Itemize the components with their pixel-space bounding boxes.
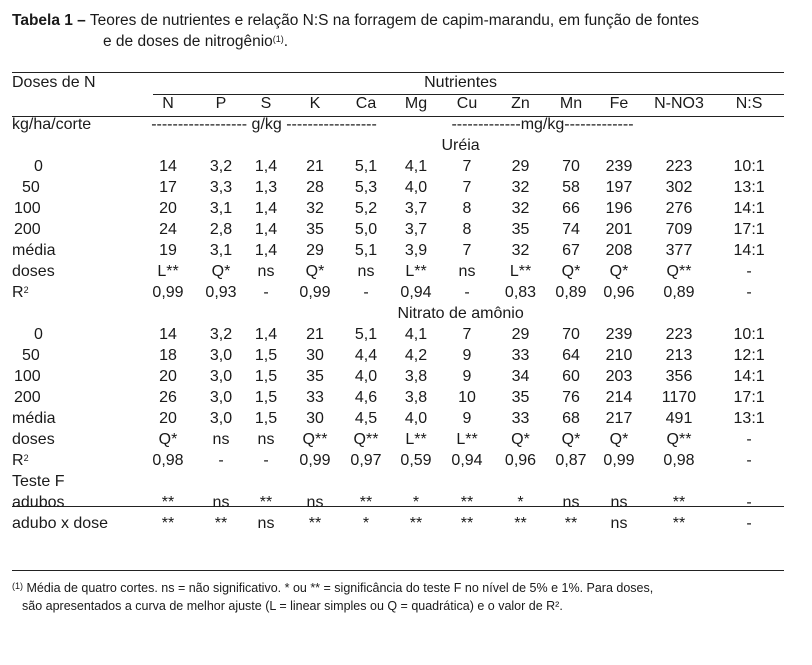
cell-zn: *	[517, 494, 524, 511]
cell-fe: 197	[605, 179, 633, 196]
cell-ca: 5,1	[354, 242, 378, 259]
cell-n-no3: **	[672, 494, 686, 511]
cell-zn: 33	[511, 347, 530, 364]
col-header-mg: Mg	[404, 95, 428, 112]
row-label: 50	[22, 347, 40, 364]
cell-ns: 10:1	[733, 158, 765, 175]
col-header-zn: Zn	[511, 95, 530, 112]
cell-ns: -	[746, 494, 752, 511]
cell-mn: 70	[562, 158, 580, 175]
section-title: Nitrato de amônio	[397, 305, 524, 322]
cell-mg: 4,0	[404, 179, 428, 196]
cell-mn: 76	[562, 389, 580, 406]
cell-mg: L**	[405, 431, 427, 448]
row-label: $R^2$	[12, 284, 29, 301]
cell-zn: 29	[511, 326, 530, 343]
cell-s: ns	[257, 431, 275, 448]
cell-n-no3: 223	[665, 158, 693, 175]
footnote-marker: (1)	[12, 581, 23, 591]
cell-cu: 7	[462, 179, 472, 196]
cell-p: ns	[212, 494, 230, 511]
cell-n: **	[161, 494, 175, 511]
cell-mg: 4,0	[404, 410, 428, 427]
table-row	[12, 450, 784, 471]
cell-ca: 4,0	[354, 368, 378, 385]
cell-fe: 0,96	[603, 284, 635, 301]
cell-p: 3,1	[209, 242, 233, 259]
header-row-1	[12, 72, 784, 93]
caption-footnote-marker: (1)	[272, 34, 284, 44]
cell-zn: 35	[511, 221, 530, 238]
cell-ns: 12:1	[733, 347, 765, 364]
cell-ns: 17:1	[733, 389, 765, 406]
cell-cu: 9	[462, 368, 472, 385]
table-row	[12, 156, 784, 177]
cell-ca: 5,0	[354, 221, 378, 238]
cell-fe: 210	[605, 347, 633, 364]
cell-mn: **	[564, 515, 578, 532]
cell-k: ns	[306, 494, 324, 511]
cell-mg: **	[409, 515, 423, 532]
cell-ns: -	[746, 284, 752, 301]
cell-ns: 13:1	[733, 410, 765, 427]
cell-k: 33	[306, 389, 324, 406]
cell-s: -	[263, 284, 269, 301]
cell-cu: 7	[462, 242, 472, 259]
cell-n: 0,99	[152, 284, 184, 301]
cell-mg: 4,1	[404, 326, 428, 343]
nutrient-table	[12, 72, 784, 534]
cell-n: L**	[157, 263, 179, 280]
row-label: $R^2$	[12, 452, 29, 469]
row-label: doses	[12, 431, 55, 448]
cell-n-no3: 0,98	[663, 452, 695, 469]
cell-mg: L**	[405, 263, 427, 280]
row-label: 200	[14, 389, 41, 406]
cell-p: 3,3	[209, 179, 233, 196]
cell-mn: Q*	[561, 431, 581, 448]
col-header-fe: Fe	[609, 95, 629, 112]
caption-line-1: Teores de nutrientes e relação N:S na forragem de capim-marandu, em função de fontes	[85, 12, 699, 29]
row-label: 0	[34, 326, 43, 343]
cell-p: Q*	[211, 263, 231, 280]
cell-k: 29	[306, 242, 324, 259]
cell-p: 3,0	[209, 389, 233, 406]
caption-line-2: e de doses de nitrogênio	[103, 33, 273, 50]
cell-s: **	[259, 494, 273, 511]
cell-zn: 32	[511, 200, 530, 217]
cell-k: Q**	[302, 431, 328, 448]
cell-fe: Q*	[609, 263, 629, 280]
cell-fe: 217	[605, 410, 633, 427]
table-row	[12, 366, 784, 387]
table-row	[12, 324, 784, 345]
cell-cu: 10	[458, 389, 476, 406]
cell-cu: -	[464, 284, 470, 301]
row-label: média	[12, 410, 56, 427]
cell-mg: 4,2	[404, 347, 428, 364]
unit-mgkg: -------------mg/kg-------------	[451, 116, 634, 133]
cell-zn: 0,96	[504, 452, 537, 469]
col-header-cu: Cu	[456, 95, 478, 112]
cell-n: 20	[159, 410, 177, 427]
table-row	[12, 198, 784, 219]
row-label: 100	[14, 368, 41, 385]
cell-k: 30	[306, 410, 324, 427]
cell-ca: -	[363, 284, 369, 301]
section-title-row	[12, 303, 784, 324]
section-title-row	[12, 135, 784, 156]
cell-k: **	[308, 515, 322, 532]
footnote-line-1: Média de quatro cortes. ns = não significativo. * ou ** = significância do teste F no nível de 5% e 1%. Para doses,	[23, 581, 654, 595]
teste-f-title-row	[12, 471, 784, 492]
cell-mn: ns	[562, 494, 580, 511]
cell-mn: Q*	[561, 263, 581, 280]
cell-p: **	[214, 515, 228, 532]
cell-mn: 58	[562, 179, 580, 196]
cell-cu: 7	[462, 326, 472, 343]
cell-p: 3,0	[209, 410, 233, 427]
cell-fe: 214	[605, 389, 633, 406]
cell-ca: 4,5	[354, 410, 378, 427]
cell-ca: **	[359, 494, 373, 511]
cell-n: 18	[159, 347, 177, 364]
cell-ns: 14:1	[733, 200, 765, 217]
table-caption	[12, 10, 802, 52]
cell-n-no3: Q**	[666, 431, 692, 448]
cell-n: 14	[159, 326, 177, 343]
cell-cu: **	[460, 515, 474, 532]
cell-n: 24	[159, 221, 177, 238]
cell-ca: Q**	[353, 431, 379, 448]
cell-p: 0,93	[205, 284, 237, 301]
cell-n-no3: 0,89	[663, 284, 695, 301]
cell-n: 14	[159, 158, 177, 175]
nutrientes-header: Nutrientes	[424, 74, 498, 91]
row-label: doses	[12, 263, 55, 280]
cell-mg: *	[412, 494, 420, 511]
cell-mg: 0,59	[400, 452, 432, 469]
cell-s: 1,5	[254, 410, 278, 427]
cell-cu: 8	[462, 200, 472, 217]
row-label: 50	[22, 179, 40, 196]
col-header-n-no3: N-NO3	[654, 95, 704, 112]
cell-n-no3: 1170	[661, 389, 697, 406]
cell-fe: Q*	[609, 431, 629, 448]
section-title: Uréia	[441, 137, 480, 154]
table-row	[12, 219, 784, 240]
cell-cu: 8	[462, 221, 472, 238]
cell-fe: 239	[605, 158, 633, 175]
col-header-k: K	[309, 95, 321, 112]
cell-n-no3: 223	[665, 326, 693, 343]
cell-n-no3: 213	[665, 347, 693, 364]
cell-ns: 17:1	[733, 221, 765, 238]
cell-n: 20	[159, 368, 177, 385]
table-row	[12, 240, 784, 261]
cell-cu: **	[460, 494, 474, 511]
table-row	[12, 177, 784, 198]
cell-ns: 14:1	[733, 368, 765, 385]
cell-fe: 203	[605, 368, 633, 385]
cell-s: 1,5	[254, 347, 278, 364]
cell-zn: 35	[511, 389, 530, 406]
cell-ns: -	[746, 263, 752, 280]
teste-f-title: Teste F	[12, 473, 65, 490]
doses-header: Doses de N	[12, 74, 96, 91]
cell-ns: -	[746, 515, 752, 532]
cell-zn: **	[514, 515, 527, 532]
cell-s: ns	[257, 515, 275, 532]
cell-k: Q*	[305, 263, 325, 280]
cell-mn: 0,87	[555, 452, 587, 469]
col-header-n: N	[162, 95, 174, 112]
cell-p: 3,0	[209, 368, 233, 385]
row-label: adubo x dose	[12, 515, 109, 532]
table-row	[12, 282, 784, 303]
table-row	[12, 345, 784, 366]
cell-ns: -	[746, 431, 752, 448]
cell-ca: 5,3	[354, 179, 378, 196]
cell-s: 1,4	[254, 200, 278, 217]
col-header-s: S	[260, 95, 272, 112]
cell-cu: ns	[458, 263, 476, 280]
cell-n-no3: 491	[665, 410, 693, 427]
cell-mg: 4,1	[404, 158, 428, 175]
col-header-ca: Ca	[355, 95, 377, 112]
footnote-line-2: são apresentados a curva de melhor ajuste (L = linear simples ou Q = quadrática) e o valor de R².	[22, 599, 563, 613]
cell-zn: Q*	[511, 431, 530, 448]
cell-mg: 3,7	[404, 200, 428, 217]
cell-p: 3,1	[209, 200, 233, 217]
cell-mg: 3,7	[404, 221, 428, 238]
cell-fe: 201	[605, 221, 633, 238]
cell-cu: L**	[456, 431, 478, 448]
cell-fe: ns	[610, 494, 628, 511]
cell-ca: 4,6	[354, 389, 378, 406]
cell-ns: 10:1	[733, 326, 765, 343]
caption-end: .	[283, 33, 289, 50]
cell-n: 0,98	[152, 452, 184, 469]
table-footnote	[12, 579, 802, 615]
cell-k: 30	[306, 347, 324, 364]
cell-k: 28	[306, 179, 324, 196]
row-label: 200	[14, 221, 41, 238]
cell-s: 1,4	[254, 158, 278, 175]
cell-zn: 33	[511, 410, 530, 427]
cell-mn: 67	[562, 242, 580, 259]
cell-s: 1,4	[254, 221, 278, 238]
cell-n: 19	[159, 242, 177, 259]
header-row-columns	[12, 93, 784, 114]
cell-cu: 0,94	[451, 452, 483, 469]
cell-ns: 13:1	[733, 179, 765, 196]
cell-n-no3: 709	[665, 221, 693, 238]
cell-ca: 4,4	[354, 347, 378, 364]
col-header-p: P	[215, 95, 227, 112]
cell-p: 2,8	[209, 221, 233, 238]
cell-mg: 3,9	[404, 242, 428, 259]
cell-ca: ns	[357, 263, 375, 280]
unit-row	[12, 114, 784, 135]
row-label: adubos	[12, 494, 65, 511]
table-row	[12, 408, 784, 429]
cell-k: 21	[306, 326, 324, 343]
table-row	[12, 429, 784, 450]
col-header-ns: N:S	[735, 95, 763, 112]
cell-ca: 5,2	[354, 200, 378, 217]
cell-ns: -	[746, 452, 752, 469]
cell-k: 0,99	[299, 284, 331, 301]
cell-s: -	[263, 452, 269, 469]
cell-k: 21	[306, 158, 324, 175]
cell-n-no3: 302	[665, 179, 693, 196]
cell-mg: 3,8	[404, 389, 428, 406]
cell-fe: 208	[605, 242, 633, 259]
cell-n-no3: Q**	[666, 263, 692, 280]
teste-f-row	[12, 513, 784, 534]
unit-gkg: ------------------ g/kg -----------------	[151, 116, 377, 133]
cell-cu: 9	[462, 410, 472, 427]
cell-cu: 9	[462, 347, 472, 364]
cell-k: 35	[306, 368, 324, 385]
cell-n: 20	[159, 200, 177, 217]
cell-n: Q*	[158, 431, 178, 448]
cell-s: 1,3	[254, 179, 278, 196]
cell-fe: 196	[605, 200, 633, 217]
cell-p: 3,2	[209, 158, 233, 175]
cell-mn: 74	[562, 221, 580, 238]
table-bottom-rule	[12, 570, 784, 571]
cell-mn: 0,89	[555, 284, 587, 301]
cell-n: 17	[159, 179, 177, 196]
table-row	[12, 387, 784, 408]
cell-n: 26	[159, 389, 177, 406]
cell-mn: 68	[562, 410, 580, 427]
cell-ns: 14:1	[733, 242, 765, 259]
cell-s: 1,4	[254, 242, 278, 259]
cell-k: 0,99	[299, 452, 331, 469]
cell-k: 32	[306, 200, 324, 217]
cell-p: 3,2	[209, 326, 233, 343]
cell-ca: 0,97	[350, 452, 382, 469]
table-row	[12, 261, 784, 282]
cell-s: 1,5	[254, 389, 278, 406]
cell-zn: 0,83	[504, 284, 537, 301]
cell-n-no3: 356	[665, 368, 693, 385]
row-label: 100	[14, 200, 41, 217]
cell-n-no3: **	[672, 515, 686, 532]
cell-s: ns	[257, 263, 275, 280]
unit-label: kg/ha/corte	[12, 116, 92, 133]
cell-k: 35	[306, 221, 324, 238]
cell-mn: 66	[562, 200, 580, 217]
caption-label: Tabela 1 –	[12, 12, 86, 29]
row-label: média	[12, 242, 56, 259]
row-label: 0	[34, 158, 43, 175]
cell-zn: 32	[511, 179, 530, 196]
cell-zn: L**	[509, 263, 532, 280]
cell-p: 3,0	[209, 347, 233, 364]
cell-fe: ns	[610, 515, 628, 532]
cell-mn: 64	[562, 347, 580, 364]
cell-mn: 70	[562, 326, 580, 343]
cell-zn: 34	[511, 368, 530, 385]
cell-n-no3: 276	[665, 200, 693, 217]
cell-mg: 3,8	[404, 368, 428, 385]
cell-ca: 5,1	[354, 326, 378, 343]
cell-mn: 60	[562, 368, 580, 385]
col-header-mn: Mn	[559, 95, 583, 112]
cell-p: -	[218, 452, 224, 469]
cell-n-no3: 377	[665, 242, 693, 259]
cell-ca: 5,1	[354, 158, 378, 175]
teste-f-row	[12, 492, 784, 513]
cell-p: ns	[212, 431, 230, 448]
cell-cu: 7	[462, 158, 472, 175]
cell-zn: 29	[511, 158, 530, 175]
cell-fe: 239	[605, 326, 633, 343]
cell-s: 1,4	[254, 326, 278, 343]
cell-ca: *	[362, 515, 370, 532]
cell-zn: 32	[511, 242, 530, 259]
cell-fe: 0,99	[603, 452, 635, 469]
cell-mg: 0,94	[400, 284, 432, 301]
cell-n: **	[161, 515, 175, 532]
cell-s: 1,5	[254, 368, 278, 385]
